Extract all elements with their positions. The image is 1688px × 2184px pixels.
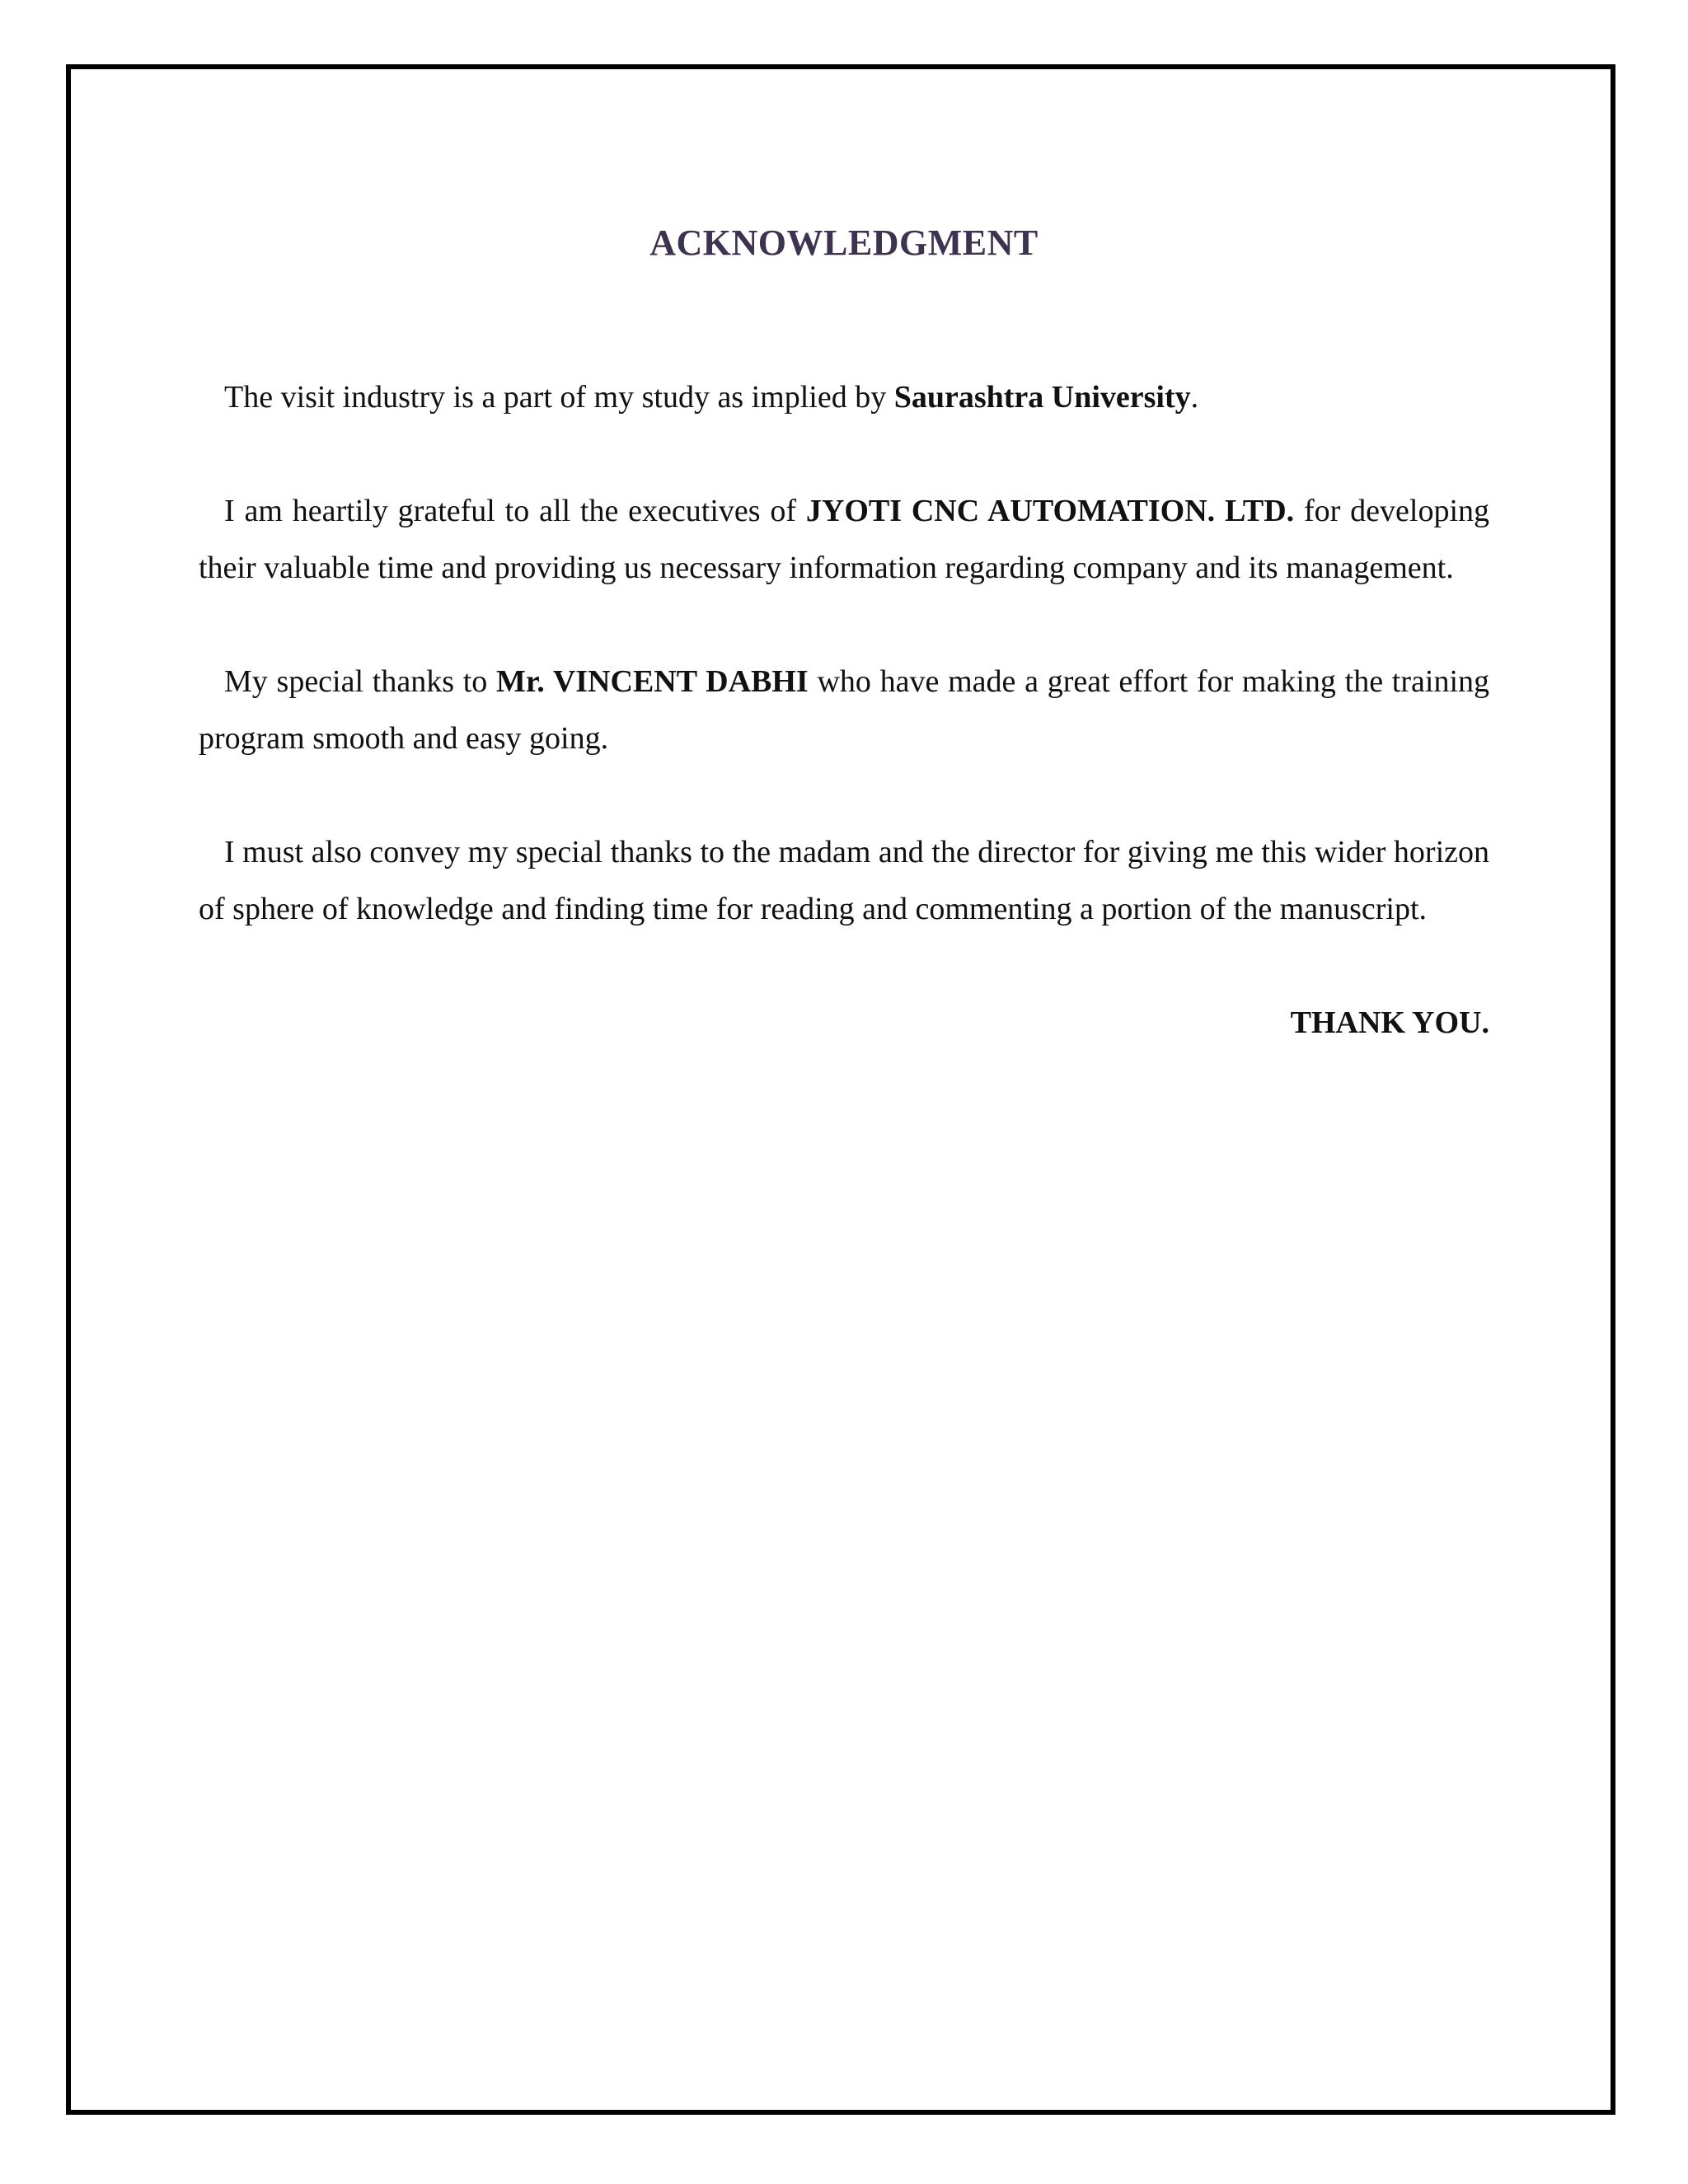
paragraph-text: My special thanks to [224,664,497,699]
university-name: Saurashtra University [893,380,1191,415]
paragraph-text: I am heartily grateful to all the executives of [224,494,806,528]
paragraph-university [199,369,1489,426]
paragraph-text: for developing their valuable time and providing us necessary information regarding company and its management. [199,494,1490,585]
company-name: JYOTI CNC AUTOMATION. LTD. [805,494,1295,528]
page-title: ACKNOWLEDGMENT [649,223,1039,264]
person-name: Mr. VINCENT DABHI [496,664,809,699]
paragraph-special-thanks [199,654,1489,767]
paragraph-company [199,483,1489,597]
acknowledgment-body [199,369,1489,1052]
paragraph-madam-director [199,824,1489,938]
closing-thank-you: THANK YOU. [1290,1005,1489,1040]
paragraph-text: The visit industry is a part of my study as implied by [224,380,894,415]
paragraph-text: I must also convey my special thanks to the madam and the director for giving me this wider horizon of sphere of knowledge and finding time for reading and commenting a portion of the manuscript. [199,835,1489,926]
paragraph-text: who have made a great effort for making the training program smooth and easy going. [199,664,1490,756]
paragraph-text: . [1190,380,1199,415]
